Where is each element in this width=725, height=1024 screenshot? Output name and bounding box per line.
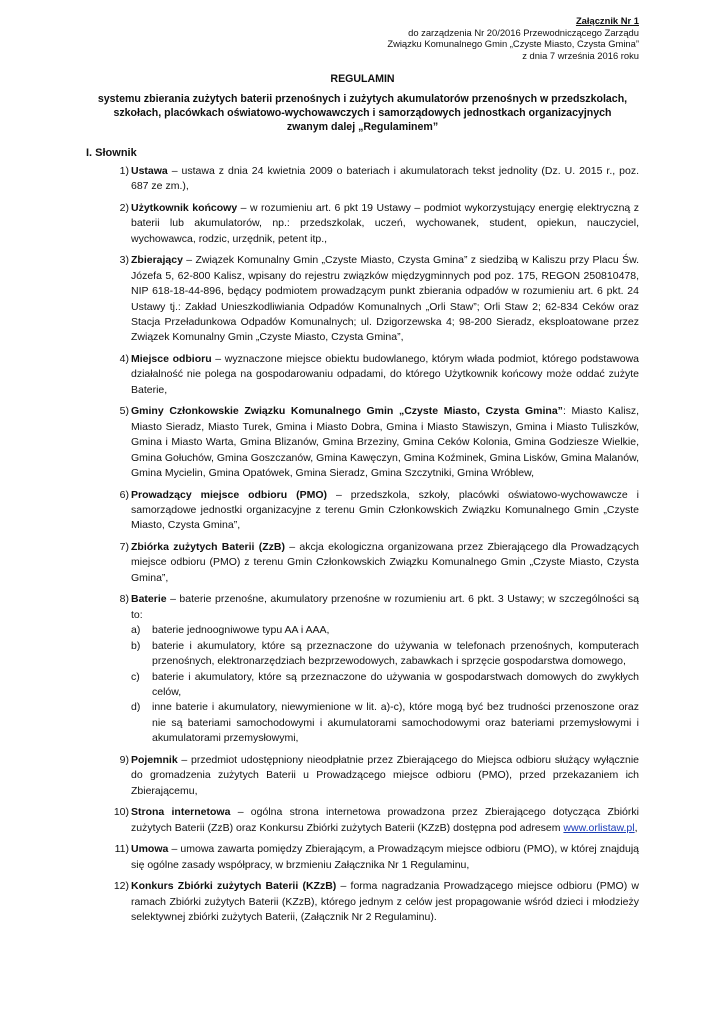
item-text: – przedmiot udostępniony nieodpłatnie przez Zbierającego do Miejsca odbioru służący wyłącznie do gromadzenia zużytych Baterii u Prowadzącego miejsce odbioru (PMO), przed przekazaniem ich Zbierającemu, xyxy=(131,753,639,797)
annex-line-2: Związku Komunalnego Gmin „Czyste Miasto, Czysta Gmina” xyxy=(387,38,639,50)
section-heading: I. Słownik xyxy=(86,147,137,159)
item-term: Umowa xyxy=(131,843,169,856)
item-text: : Miasto Kalisz, Miasto Sieradz, Miasto Turek, Gmina i Miasto Dobra, Gmina i Miasto Stawiszyn, Gmina i Miasto Tuliszków, Gmina i Miasto Warta, Gmina Blizanów, Gmina Brzeziny, Gmina Ceków Kolonia, Gmina Godziesze Wielkie, Gmina Gołuchów, Gmina Goszczanów, Gmina Kawęczyn, Gmina Koźminek, Gmina Lisków, Gmina Malanów, Gmina Mycielin, Gmina Opatówek, Gmina Sieradz, Gmina Szczytniki, Gmina Wróblew, xyxy=(131,405,639,480)
item-text: – ustawa z dnia 24 kwietnia 2009 o bateriach i akumulatorach tekst jednolity (Dz. U. 2015 r., poz. 687 ze zm.), xyxy=(131,165,639,193)
annex-header xyxy=(387,15,639,61)
battery-types-list xyxy=(131,623,639,746)
item-text: – Związek Komunalny Gmin „Czyste Miasto, Czysta Gmina” z siedzibą w Kaliszu przy Placu Św. Józefa 5, 62-800 Kalisz, wpisany do rejestru związków międzygminnych pod poz. 175, REGON 250810478, NIP 618-18-44-896, będący podmiotem prowadzącym punkt zbierania odpadów w rozumieniu art. 6 pkt. 24 Ustawy tj.: Zakład Unieszkodliwiania Odpadów Komunalnych „Orli Staw”; Orli Staw 2; 62-834 Ceków oraz Stacja Przeładunkowa Odpadów Komunalnych; ul. Dzigorzewska 4; 98-200 Sieradz, eksploatowane przez Związek Komunalny Gmin „Czyste Miasto, Czysta Gmina”, xyxy=(131,254,639,344)
sub-list-item xyxy=(131,639,639,670)
sub-item-text: baterie jednoogniwowe typu AA i AAA, xyxy=(152,624,330,637)
sub-item-letter: a) xyxy=(131,624,141,637)
annex-title: Załącznik Nr 1 xyxy=(575,15,639,26)
item-term: Miejsce odbioru xyxy=(131,353,212,366)
sub-item-text: baterie i akumulatory, które są przeznaczone do używania w gospodarstwach domowych do zwykłych celów, xyxy=(152,670,639,698)
definition-item xyxy=(86,753,639,799)
item-text: – forma nagradzania Prowadzącego miejsce odbioru (PMO) w ramach Zbiórki zużytych Baterii (KZzB), którego jednym z celów jest propagowanie wśród dzieci i młodzieży selektywnej zbiórki zużytych Baterii, (Załącznik Nr 2 Regulaminu). xyxy=(131,880,639,923)
definition-item xyxy=(86,488,639,534)
item-text: – wyznaczone miejsce obiektu budowlanego, którym włada podmiot, którego podstawowa działalność nie polega na gospodarowaniu odpadami, do którego Użytkownik końcowy może oddać zużyte Baterie, xyxy=(131,353,640,396)
item-term: Zbiórka zużytych Baterii (ZzB) xyxy=(131,541,285,554)
definition-item xyxy=(86,879,639,925)
sub-item-text: baterie i akumulatory, które są przeznaczone do używania w telefonach przenośnych, komputerach przenośnych, elektronarzędziach bezprzewodowych, zabawkach i sprzęcie gospodarstwa domowego, xyxy=(152,639,639,668)
definition-item xyxy=(86,404,639,481)
annex-line-3: z dnia 7 września 2016 roku xyxy=(522,49,639,61)
definition-item xyxy=(86,540,639,586)
item-term: Prowadzący miejsce odbioru (PMO) xyxy=(131,488,328,501)
item-term: Strona internetowa xyxy=(131,806,231,819)
item-number: 4) xyxy=(119,353,129,366)
item-number: 9) xyxy=(119,753,129,766)
item-number: 5) xyxy=(119,405,129,418)
sub-list-item xyxy=(131,670,639,701)
item-number: 8) xyxy=(119,593,129,606)
item-text: – ogólna strona internetowa prowadzona przez Zbierającego dotycząca Zbiórki zużytych Baterii (ZzB) oraz Konkursu Zbiórki zużytych Baterii (KZzB) dostępna pod adresem xyxy=(131,806,639,834)
item-number: 1) xyxy=(119,165,129,177)
item-text-after: , xyxy=(634,821,638,834)
item-text: – przedszkola, szkoły, placówki oświatowo-wychowawcze i samorządowe jednostki organizacyjne z terenu Gmin Członkowskich Związku Komunalnego Gmin „Czyste Miasto, Czysta Gmina”, xyxy=(131,488,639,532)
item-number: 11) xyxy=(114,843,129,856)
subtitle-line-1: systemu zbierania zużytych baterii przenośnych i zużytych akumulatorów przenośnych w przedszkolach, xyxy=(97,93,628,105)
document-title: REGULAMIN xyxy=(330,73,395,85)
annex-line-1: do zarządzenia Nr 20/2016 Przewodniczącego Zarządu xyxy=(408,26,639,38)
item-term: Pojemnik xyxy=(131,753,178,766)
item-number: 12) xyxy=(113,880,129,893)
item-text: – baterie przenośne, akumulatory przenośne w rozumieniu art. 6 pkt. 3 Ustawy; w szczególności są to: xyxy=(131,593,639,621)
definition-item xyxy=(86,842,639,873)
sub-item-letter: b) xyxy=(131,639,141,652)
definition-item xyxy=(86,805,639,836)
item-term: Baterie xyxy=(131,593,167,606)
subtitle-line-2: szkołach, placówkach oświatowo-wychowawczych i samorządowych jednostkach organizacyjnych xyxy=(113,107,612,119)
item-number: 10) xyxy=(113,806,129,819)
definition-item xyxy=(86,352,639,398)
sub-item-text: inne baterie i akumulatory, niewymienione w lit. a)-c), które mogą być bez trudności przenoszone oraz nie są bateriami samochodowymi i akumulatorami samochodowymi oraz bateriami przemysłowymi i akumulatorami przemysłowymi, xyxy=(152,701,639,745)
item-number: 3) xyxy=(119,254,129,267)
item-text: – umowa zawarta pomiędzy Zbierającym, a Prowadzącym miejsce odbioru (PMO), w której znajdują się ogólne zasady współpracy, w brzmieniu Załącznika Nr 1 Regulaminu, xyxy=(131,843,639,871)
item-term: Gminy Członkowskie Związku Komunalnego Gmin „Czyste Miasto, Czysta Gmina” xyxy=(131,405,563,418)
item-number: 2) xyxy=(119,202,129,214)
definitions-list xyxy=(86,164,639,932)
definition-item xyxy=(86,164,639,195)
definition-item xyxy=(86,201,639,247)
item-text: – w rozumieniu art. 6 pkt 19 Ustawy – podmiot wykorzystujący energię elektryczną z baterii lub akumulatorów, np.: przedszkolak, uczeń, wychowanek, student, opiekun, nauczyciel, wychowawca, rodzic, urzędnik, petent itp., xyxy=(131,202,639,245)
item-number: 7) xyxy=(119,541,129,554)
definition-item xyxy=(86,253,639,345)
sub-list-item xyxy=(131,700,639,746)
item-term: Użytkownik końcowy xyxy=(131,202,238,214)
item-term: Konkurs Zbiórki zużytych Baterii (KZzB) xyxy=(131,880,337,893)
subtitle-line-3: zwanym dalej „Regulaminem” xyxy=(286,121,439,133)
website-link[interactable]: www.orlistaw.pl xyxy=(563,821,635,834)
item-text: – akcja ekologiczna organizowana przez Zbierającego dla Prowadzących miejsce odbioru (PMO) z terenu Gmin Członkowskich Związku Komunalnego Gmin „Czyste Miasto, Czysta Gmina”, xyxy=(131,541,639,584)
definition-item xyxy=(86,592,639,746)
item-number: 6) xyxy=(119,488,129,501)
sub-item-letter: d) xyxy=(131,701,141,714)
document-subtitle xyxy=(0,92,725,134)
item-term: Zbierający xyxy=(131,254,183,267)
sub-item-letter: c) xyxy=(131,670,140,683)
sub-list-item xyxy=(131,623,639,638)
item-term: Ustawa xyxy=(131,165,168,177)
